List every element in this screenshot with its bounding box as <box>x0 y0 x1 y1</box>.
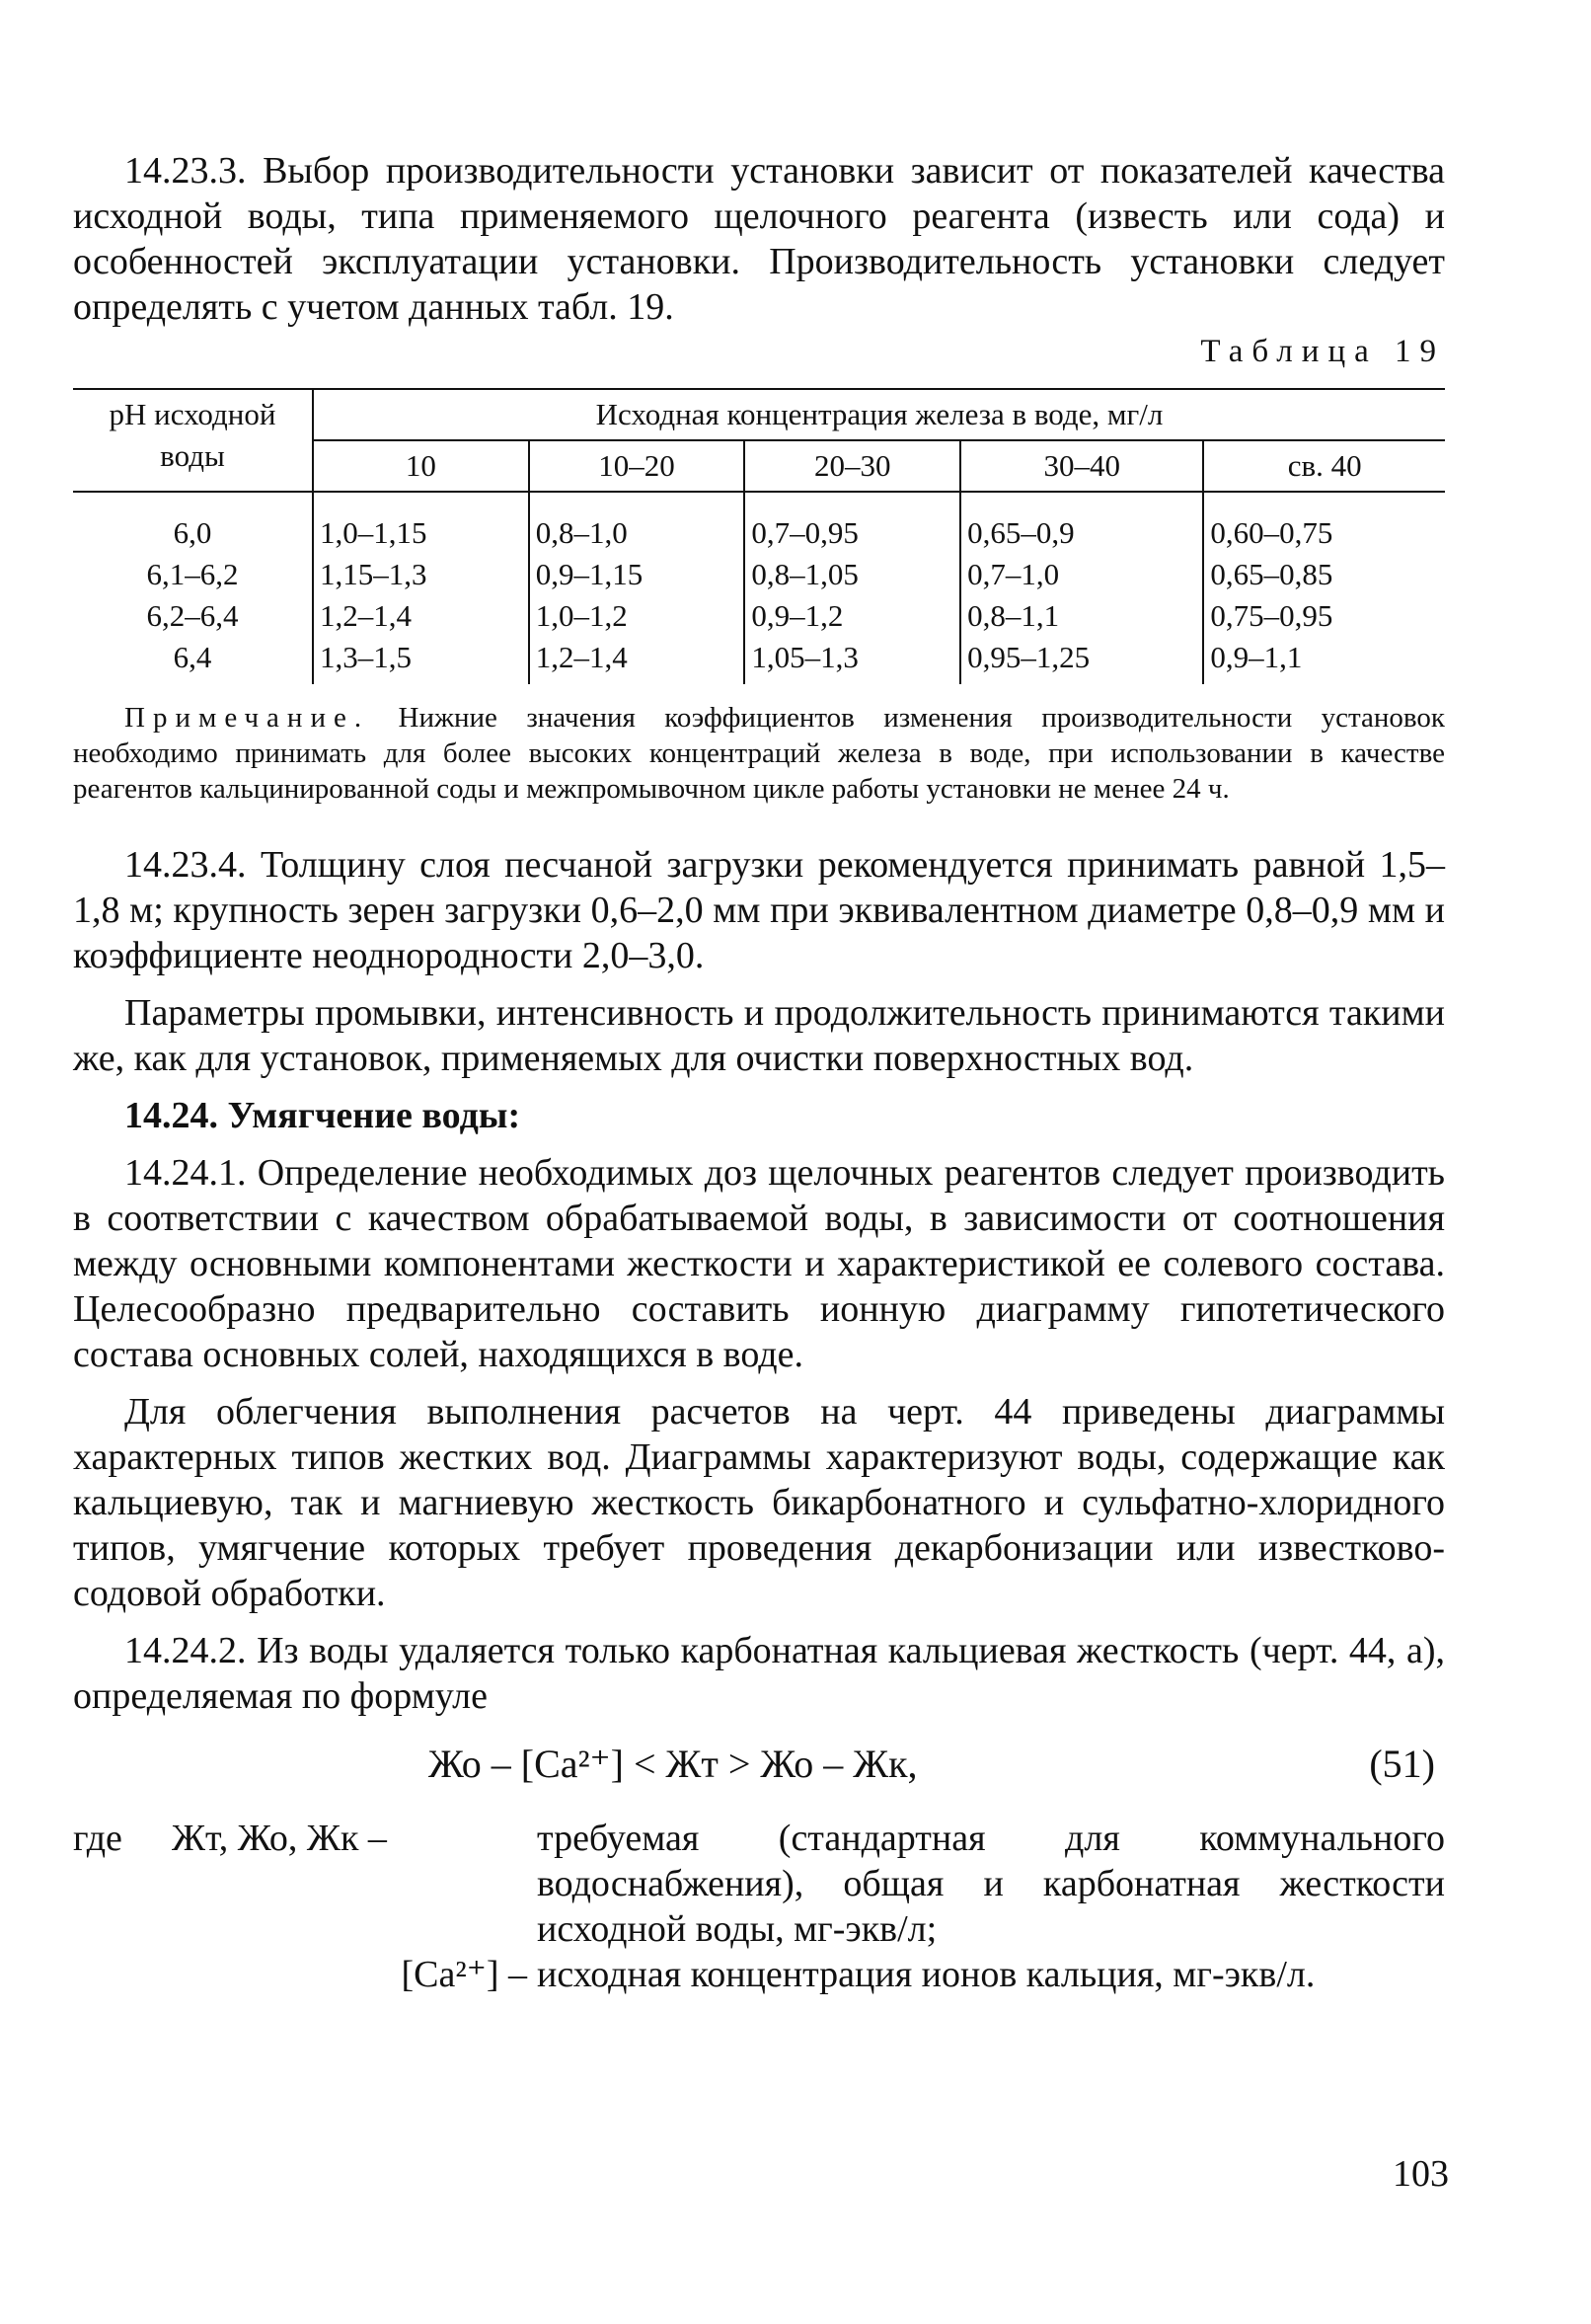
table-cell-ph: 6,0 <box>173 515 212 550</box>
table-cell-ph: 6,2–6,4 <box>146 598 239 633</box>
table-cell: 1,0–1,2 <box>529 595 745 637</box>
table-row <box>73 554 1445 595</box>
table-cell: 0,75–0,95 <box>1203 595 1445 637</box>
table-col-header: св. 40 <box>1203 440 1445 492</box>
washing-parameters-paragraph: Параметры промывки, интенсивность и продолжительность принимаются такими же, как для установок, применяемых для очистки поверхностных вод. <box>73 992 1445 1079</box>
section-14-24-2: 14.24.2. Из воды удаляется только карбонатная кальциевая жесткость (черт. 44, а), определяемая по формуле <box>73 1630 1445 1717</box>
definition-row <box>73 1952 1445 1997</box>
table-cell: 1,3–1,5 <box>313 637 529 684</box>
table-cell-ph: 6,1–6,2 <box>146 557 239 591</box>
table-header-group: Исходная концентрация железа в воде, мг/л <box>313 389 1445 440</box>
table-cell: 0,65–0,85 <box>1203 554 1445 595</box>
table-col-header: 10 <box>313 440 529 492</box>
table-cell: 0,7–0,95 <box>744 492 960 554</box>
table-19 <box>73 388 1445 684</box>
table-cell: 0,8–1,1 <box>960 595 1203 637</box>
table-cell: 0,9–1,1 <box>1203 637 1445 684</box>
table-cell: 1,2–1,4 <box>529 637 745 684</box>
table-row <box>73 595 1445 637</box>
table-col-header: 30–40 <box>960 440 1203 492</box>
table-cell: 1,0–1,15 <box>313 492 529 554</box>
table-cell: 0,9–1,2 <box>744 595 960 637</box>
section-14-24-heading: 14.24. Умягчение воды: <box>124 1095 521 1136</box>
note-text: Нижние значения коэффициентов изменения производительности установок необходимо принимать для более высоких концентраций железа в воде, при использовании в качестве реагентов кальцинированной соды и межпромывочном цикле работы установки не менее 24 ч. <box>73 702 1446 805</box>
table-cell: 1,15–1,3 <box>313 554 529 595</box>
table-19-caption: Таблица 19 <box>1200 334 1445 369</box>
formula-51 <box>73 1735 1445 1796</box>
table-cell: 0,7–1,0 <box>960 554 1203 595</box>
table-cell: 1,05–1,3 <box>744 637 960 684</box>
table-cell: 0,60–0,75 <box>1203 492 1445 554</box>
table-col-header: 10–20 <box>529 440 745 492</box>
table-cell: 0,95–1,25 <box>960 637 1203 684</box>
table-row <box>73 637 1445 684</box>
definition-text: требуемая (стандартная для коммунального водоснабжения), общая и карбонатная жесткости исходной воды, мг-экв/л; <box>537 1818 1445 1950</box>
table-note <box>73 700 1445 807</box>
definition-row <box>73 1816 1445 1952</box>
table-cell: 0,8–1,05 <box>744 554 960 595</box>
definition-symbol: где Жт, Жо, Жк – <box>73 1818 387 1859</box>
definition-symbol: [Ca²⁺] – <box>401 1954 527 1995</box>
definition-text: исходная концентрация ионов кальция, мг-экв/л. <box>537 1954 1316 1995</box>
definition-where: где <box>73 1818 122 1859</box>
section-14-23-4: 14.23.4. Толщину слоя песчаной загрузки рекомендуется принимать равной 1,5–1,8 м; крупность зерен загрузки 0,6–2,0 мм при эквивалентном диаметре 0,8–0,9 мм и коэффициенте неоднородности 2,0–3,0. <box>73 844 1445 976</box>
formula-definitions <box>73 1816 1445 1997</box>
section-14-24-1: 14.24.1. Определение необходимых доз щелочных реагентов следует производить в соответствии с качеством обрабатываемой воды, в зависимости от соотношения между основными компонентами жесткости и характеристикой ее солевого состава. Целесообразно предварительно составить ионную диаграмму гипотетического состава основных солей, находящихся в воде. <box>73 1152 1445 1375</box>
formula-expression: Жо – [Ca²⁺] < Жт > Жо – Жк, <box>428 1742 918 1786</box>
table-cell: 0,9–1,15 <box>529 554 745 595</box>
table-cell: 1,2–1,4 <box>313 595 529 637</box>
formula-number: (51) <box>1369 1742 1435 1786</box>
note-label: Примечание. <box>124 702 370 734</box>
table-col-header: 20–30 <box>744 440 960 492</box>
section-14-23-3: 14.23.3. Выбор производительности установки зависит от показателей качества исходной воды, типа применяемого щелочного реагента (известь или сода) и особенностей эксплуатации установки. Производительность установки следует определять с учетом данных табл. 19. <box>73 150 1445 328</box>
diagrams-paragraph: Для облегчения выполнения расчетов на черт. 44 приведены диаграммы характерных типов жестких вод. Диаграммы характеризуют воды, содержащие как кальциевую, так и магниевую жесткость бикарбонатного и сульфатно-хлоридного типов, умягчение которых требует проведения декарбонизации или известково-содовой обработки. <box>73 1391 1445 1614</box>
table-row <box>73 492 1445 554</box>
page-number: 103 <box>1393 2153 1449 2195</box>
table-cell: 0,65–0,9 <box>960 492 1203 554</box>
table-header-ph: pH исходной воды <box>73 389 313 492</box>
table-cell: 0,8–1,0 <box>529 492 745 554</box>
table-cell-ph: 6,4 <box>173 640 212 674</box>
document-page <box>73 148 1445 1997</box>
